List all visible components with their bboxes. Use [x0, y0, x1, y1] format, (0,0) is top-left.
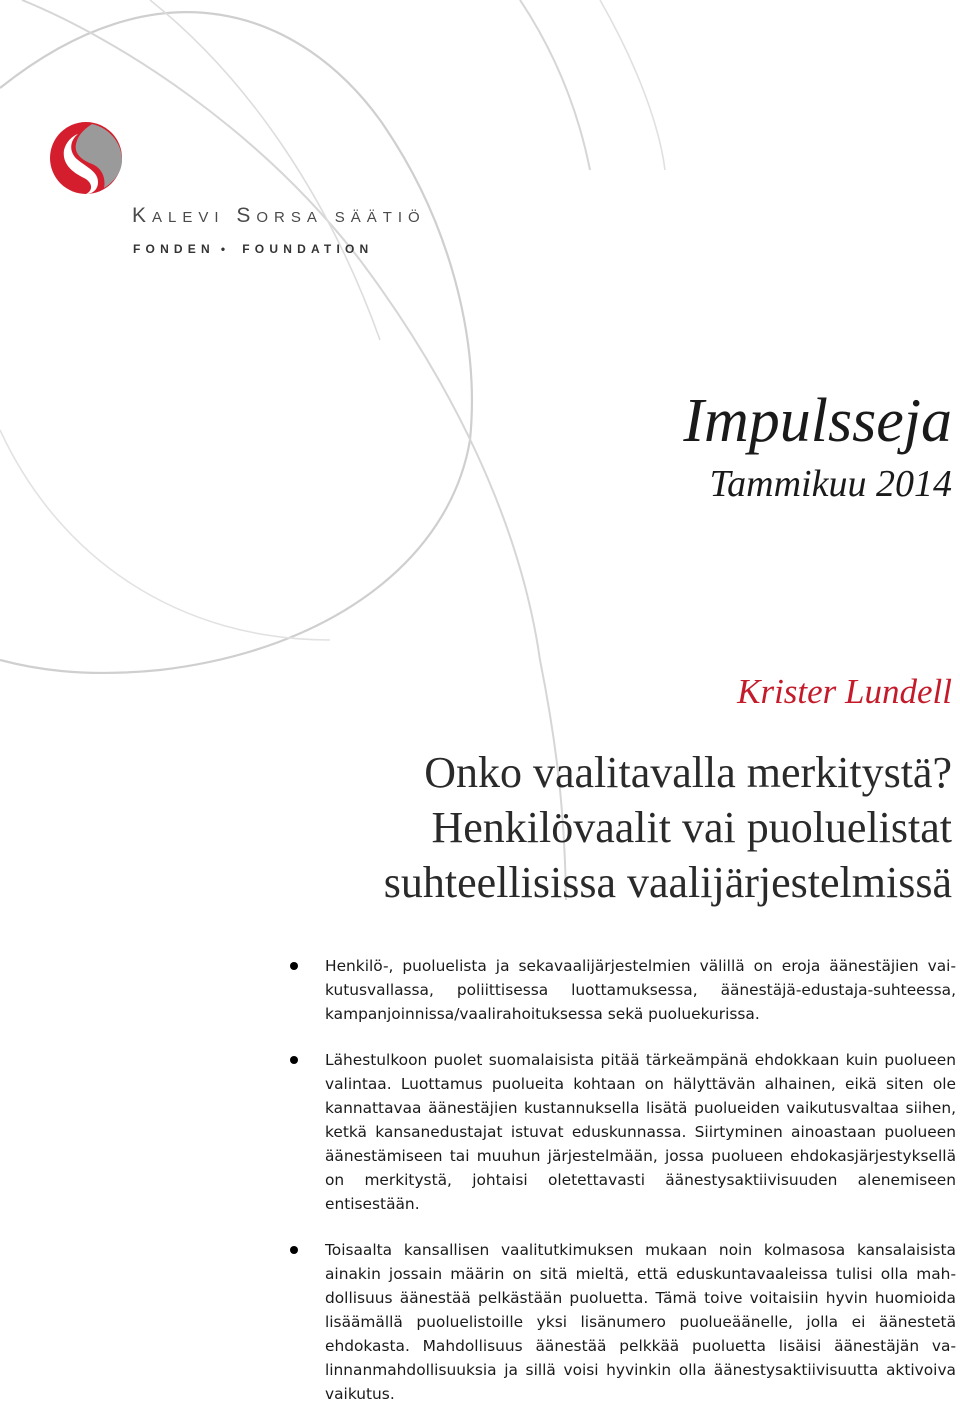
brand-sub-right: FOUNDATION	[242, 242, 374, 256]
bullet-icon	[290, 1056, 298, 1064]
bullet-icon	[290, 1246, 298, 1254]
author-name: Krister Lundell	[737, 672, 952, 711]
headline	[384, 745, 952, 910]
publication-title: Impulsseja	[683, 387, 952, 455]
bullet-text: Lähestulkoon puolet suomalaisista pitää tärkeämpänä ehdokkaan kuin puolueen valintaa. Luottamus puolueita kohtaan on hälyttävän alhainen, eikä siten ole kannattavaa äänestäjien kustannuksella lisätä puolueiden vaikutusvaltaa siihen, ketkä kansanedustajat istuvat eduskunnassa. Siirtyminen ainoastaan puolueen äänestämiseen tai muuhun järjestelmään, jossa puolueen ehdokasjärjestyksellä on merkitystä, johtaisi oletettavasti äänestysaktiivisuuden alenemiseen entisestään.	[325, 1051, 956, 1213]
headline-line-1: Onko vaalitavalla merkitystä?	[424, 748, 952, 797]
bullet-text: Henkilö-, puoluelista ja sekavaalijärjestelmien välillä on eroja äänestäjien vaikutusvallassa, poliittisessa luottamuksessa, äänestäjä-edustaja-suhteessa, kampanjoinnissa/vaalirahoituksessa sekä puoluekurissa.	[325, 957, 956, 1023]
brand-name: Kalevi Sorsa säätiö	[132, 204, 426, 227]
bullet-separator-icon: •	[220, 242, 231, 256]
list-item	[288, 1048, 956, 1216]
bullet-icon	[290, 962, 298, 970]
kalevi-sorsa-logo-icon	[48, 120, 124, 196]
headline-line-2: Henkilövaalit vai puoluelistat	[431, 803, 952, 852]
summary-bullet-list	[288, 954, 956, 1428]
list-item	[288, 1238, 956, 1406]
publication-date: Tammikuu 2014	[709, 463, 952, 505]
brand-sub-left: FONDEN	[133, 242, 215, 256]
brand-subtitle	[133, 242, 373, 256]
list-item	[288, 954, 956, 1026]
bullet-text: Toisaalta kansallisen vaalitutkimuksen mukaan noin kolmasosa kansalaisista ainakin jossain määrin on sitä mieltä, että eduskuntavaaleissa tulisi olla mahdollisuus äänestää pelkästään puoluetta. Tämä toive voitaisiin hyvin huomioida lisäämällä puoluelistoille yksi lisänumero puolueäänelle, jolla ei äänestetä ehdokasta. Mahdollisuus äänestää pelkkää puoluetta lisäisi äänestäjän valinnanmahdollisuuksia ja sillä voisi hyvinkin olla äänestysaktiivisuutta aktivoiva vaikutus.	[325, 1241, 956, 1403]
headline-line-3: suhteellisissa vaalijärjestelmissä	[383, 858, 952, 907]
